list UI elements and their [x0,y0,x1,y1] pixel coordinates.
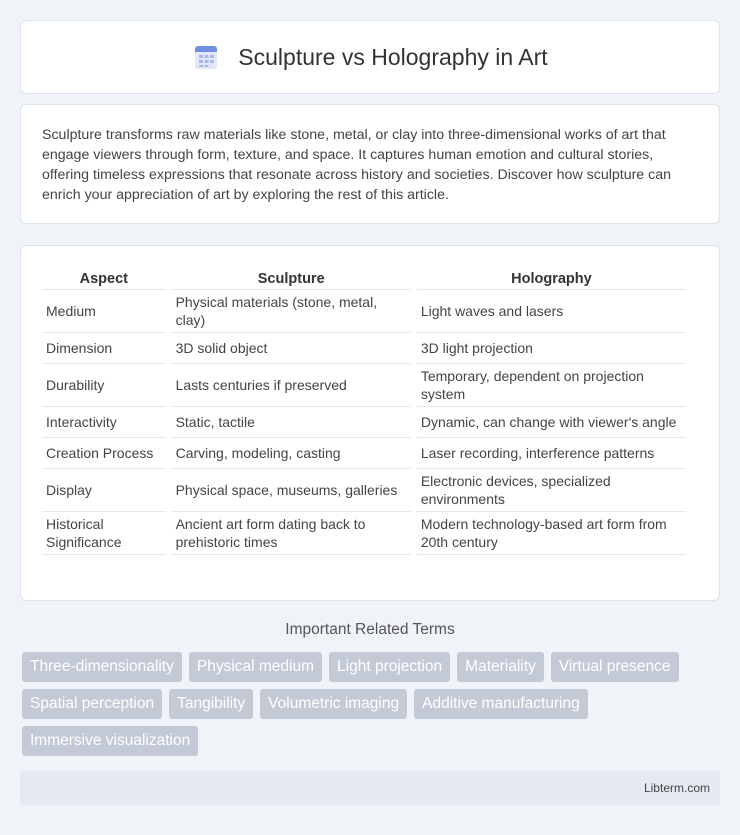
table-cell: Light waves and lasers [417,290,686,333]
related-term-tag[interactable]: Materiality [457,652,544,682]
related-term-tag[interactable]: Three-dimensionality [22,652,182,682]
table-row [42,290,686,333]
table-cell: Electronic devices, specialized environments [417,469,686,512]
intro-card [20,104,720,224]
table-cell: Dynamic, can change with viewer's angle [417,407,686,438]
table-cell: Physical materials (stone, metal, clay) [172,290,411,333]
table-cell: Static, tactile [172,407,411,438]
related-term-tag[interactable]: Immersive visualization [22,726,198,756]
related-term-tag[interactable]: Additive manufacturing [414,689,588,719]
document-table-icon [192,43,220,71]
table-cell: Physical space, museums, galleries [172,469,411,512]
table-cell: Ancient art form dating back to prehistoric times [172,512,411,555]
footer-bar [20,771,720,805]
table-cell: Medium [42,290,166,333]
related-term-tag[interactable]: Volumetric imaging [260,689,407,719]
related-term-tag[interactable]: Virtual presence [551,652,679,682]
header-card [20,20,720,94]
table-cell: Dimension [42,333,166,364]
table-row [42,469,686,512]
table-cell: 3D light projection [417,333,686,364]
table-cell: Durability [42,364,166,407]
table-cell: Modern technology-based art form from 20th century [417,512,686,555]
related-term-tag[interactable]: Physical medium [189,652,322,682]
table-cell: 3D solid object [172,333,411,364]
column-header-aspect: Aspect [42,264,166,290]
table-cell: Temporary, dependent on projection system [417,364,686,407]
related-terms-heading: Important Related Terms [285,621,455,638]
table-header-row [42,264,686,290]
table-cell: Laser recording, interference patterns [417,438,686,469]
related-term-tag[interactable]: Light projection [329,652,450,682]
table-row [42,333,686,364]
table-row [42,512,686,555]
table-row [42,407,686,438]
related-term-tag[interactable]: Tangibility [169,689,253,719]
related-term-tag[interactable]: Spatial perception [22,689,162,719]
table-cell: Historical Significance [42,512,166,555]
table-cell: Lasts centuries if preserved [172,364,411,407]
page-title: Sculpture vs Holography in Art [238,43,548,70]
table-cell: Display [42,469,166,512]
table-cell: Interactivity [42,407,166,438]
table-cell: Carving, modeling, casting [172,438,411,469]
column-header-sculpture: Sculpture [172,264,411,290]
table-row [42,438,686,469]
column-header-holography: Holography [417,264,686,290]
related-terms-list [22,652,712,756]
table-row [42,364,686,407]
footer-site-link[interactable]: Libterm.com [643,781,710,795]
intro-text: Sculpture transforms raw materials like stone, metal, or clay into three-dimensional works of art that engage viewers through form, texture, and space. It captures human emotion and cultural stories, offering timeless expressions that resonate across history and societies. Discover how sculpture can enrich your appreciation of art by exploring the rest of this article. [42,127,672,203]
table-cell: Creation Process [42,438,166,469]
comparison-card [20,245,720,601]
comparison-table [36,264,692,555]
